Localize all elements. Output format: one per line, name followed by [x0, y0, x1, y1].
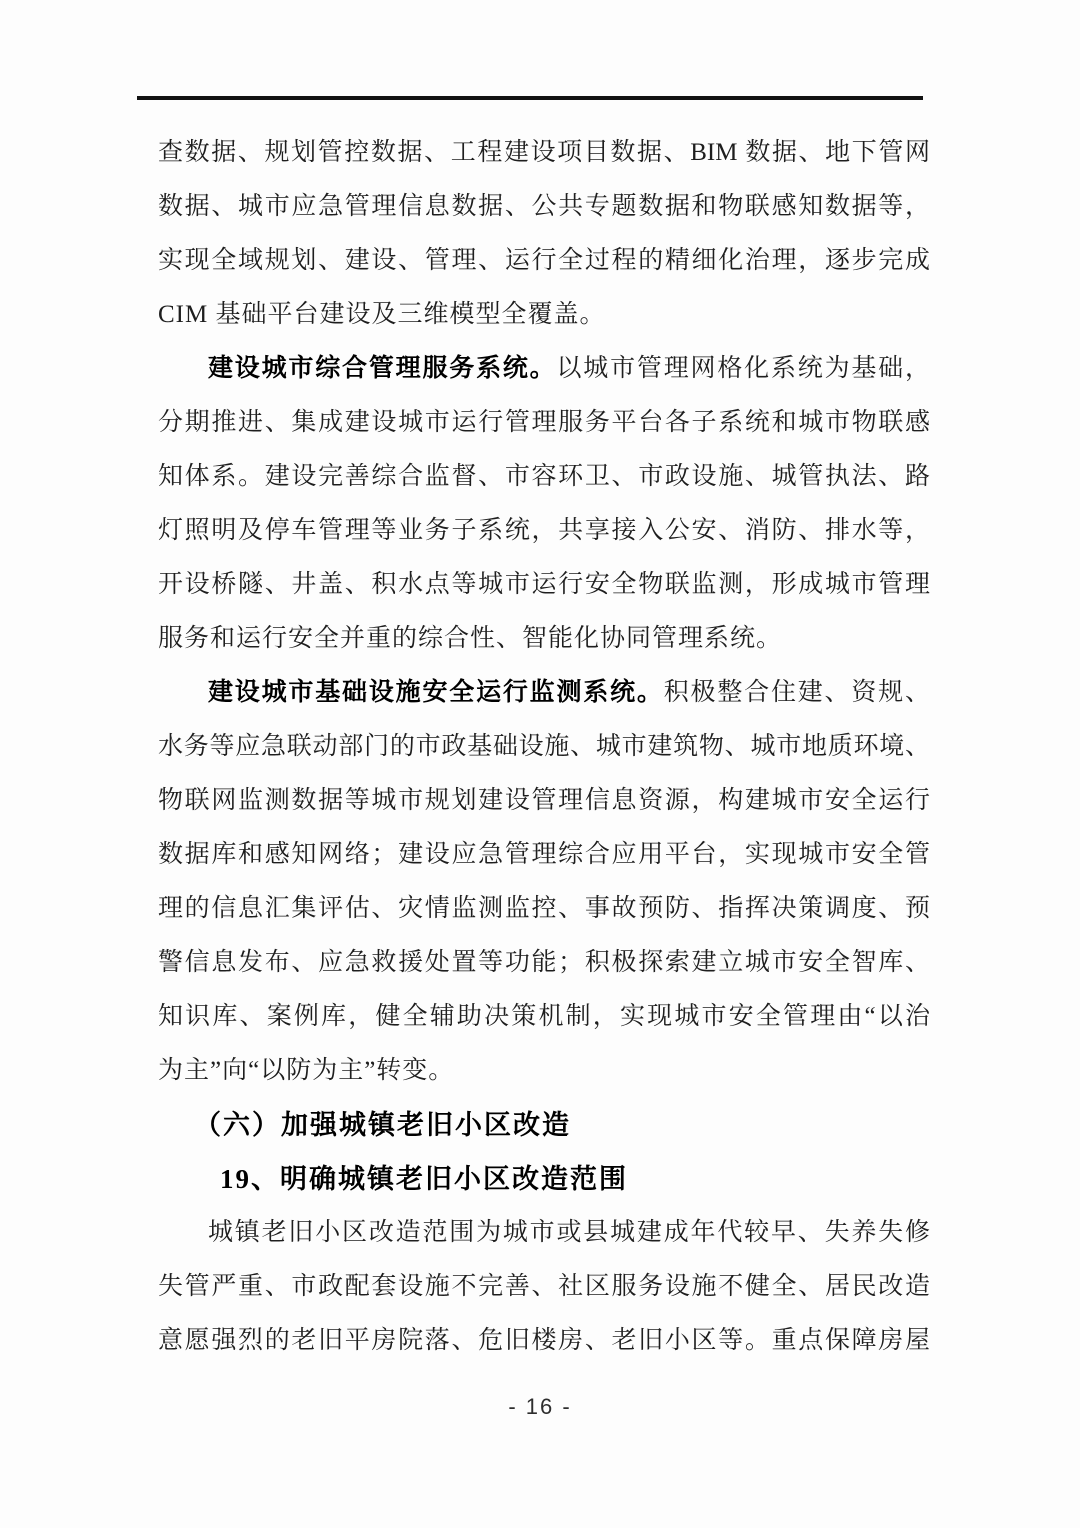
text-line: 为主”向“以防为主”转变。 [158, 1057, 455, 1084]
text-line: 理的信息汇集评估、灾情监测监控、事故预防、指挥决策调度、预 [158, 895, 930, 922]
text-line: 灯照明及停车管理等业务子系统，共享接入公安、消防、排水等， [158, 517, 930, 544]
text-line: 知识库、案例库，健全辅助决策机制，实现城市安全管理由“以治 [158, 1003, 930, 1030]
document-content [158, 126, 930, 1368]
paragraph [158, 126, 930, 342]
text-line: 城镇老旧小区改造范围为城市或县城建成年代较早、失养失修 [208, 1219, 930, 1246]
page-footer [0, 1394, 1080, 1420]
section-heading1 [158, 1098, 930, 1152]
text-line: 建设城市综合管理服务系统。以城市管理网格化系统为基础， [208, 355, 930, 382]
text-line: 失管严重、市政配套设施不完善、社区服务设施不健全、居民改造 [158, 1273, 930, 1300]
text-line: CIM 基础平台建设及三维模型全覆盖。 [158, 301, 606, 328]
text-line: 数据库和感知网络；建设应急管理综合应用平台，实现城市安全管 [158, 841, 930, 868]
bold-lead-text: 建设城市综合管理服务系统。 [208, 355, 557, 382]
text-line: 数据、城市应急管理信息数据、公共专题数据和物联感知数据等， [158, 193, 930, 220]
text-line: 查数据、规划管控数据、工程建设项目数据、BIM 数据、地下管网 [158, 139, 930, 166]
text-line: 知体系。建设完善综合监督、市容环卫、市政设施、城管执法、路 [158, 463, 930, 490]
text-line: 警信息发布、应急救援处置等功能；积极探索建立城市安全智库、 [158, 949, 930, 976]
text-line: 意愿强烈的老旧平房院落、危旧楼房、老旧小区等。重点保障房屋 [158, 1327, 930, 1354]
text-line: 实现全域规划、建设、管理、运行全过程的精细化治理，逐步完成 [158, 247, 930, 274]
header-rule [137, 96, 923, 100]
bold-lead-text: 建设城市基础设施安全运行监测系统。 [208, 679, 664, 706]
page-number: - 16 - [508, 1394, 572, 1419]
text-line: 物联网监测数据等城市规划建设管理信息资源，构建城市安全运行 [158, 787, 930, 814]
section-heading2 [158, 1152, 930, 1206]
paragraph [158, 342, 930, 666]
text-line: 开设桥隧、井盖、积水点等城市运行安全物联监测，形成城市管理 [158, 571, 930, 598]
text-line: 建设城市基础设施安全运行监测系统。积极整合住建、资规、 [208, 679, 930, 706]
paragraph [158, 666, 930, 1098]
text-line: 水务等应急联动部门的市政基础设施、城市建筑物、城市地质环境、 [158, 733, 930, 760]
text-line: 19、明确城镇老旧小区改造范围 [220, 1164, 628, 1194]
text-line: （六）加强城镇老旧小区改造 [194, 1110, 571, 1140]
text-line: 分期推进、集成建设城市运行管理服务平台各子系统和城市物联感 [158, 409, 930, 436]
text-line: 服务和运行安全并重的综合性、智能化协同管理系统。 [158, 625, 783, 652]
paragraph [158, 1206, 930, 1368]
